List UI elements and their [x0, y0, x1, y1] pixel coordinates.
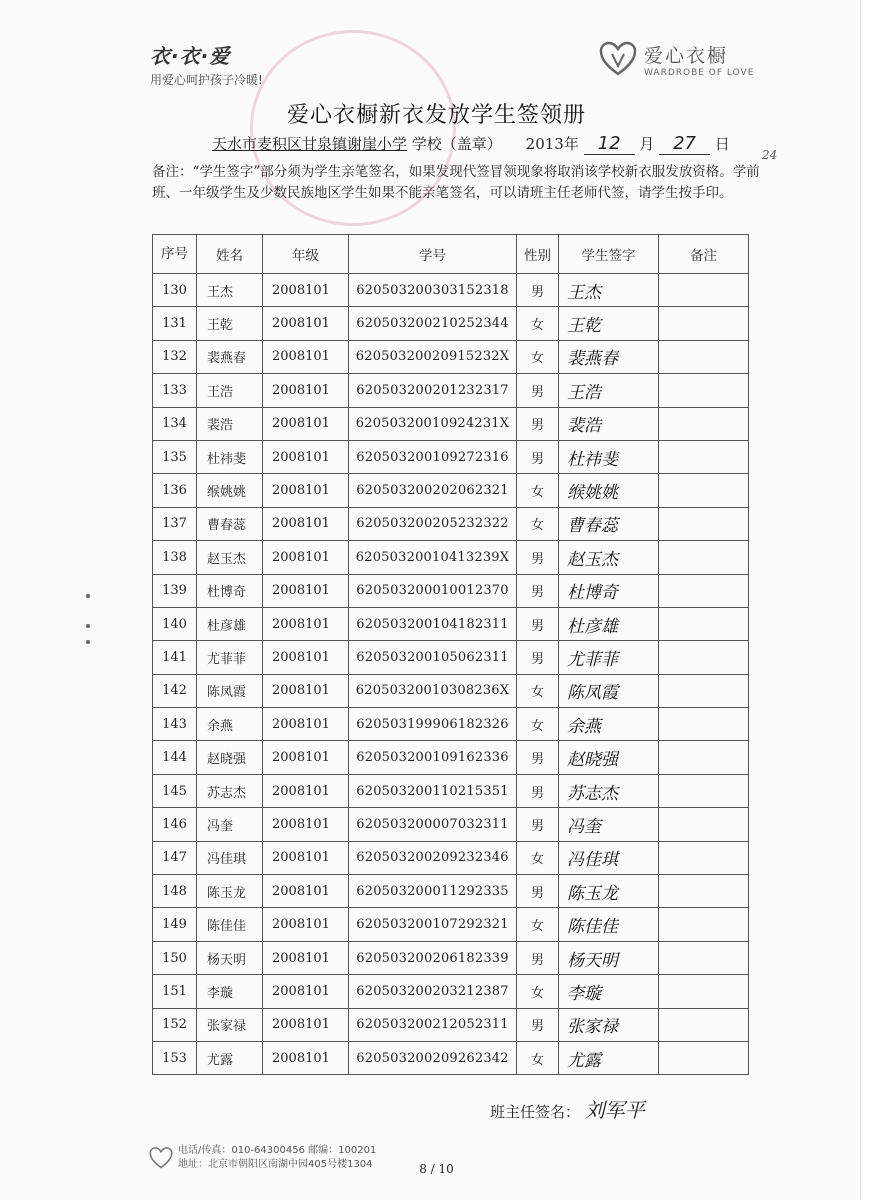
row-signature: 曹春蕊 [559, 507, 659, 540]
row-remarks [659, 374, 749, 407]
row-student-id: 620503200201232317 [349, 374, 517, 407]
row-seq: 134 [153, 407, 197, 440]
row-remarks [659, 841, 749, 874]
row-grade: 2008101 [263, 507, 349, 540]
row-name: 杜祎斐 [197, 440, 263, 473]
row-seq: 150 [153, 941, 197, 974]
row-signature: 杜祎斐 [559, 440, 659, 473]
row-grade: 2008101 [263, 440, 349, 473]
row-seq: 132 [153, 340, 197, 373]
row-name: 杜博奇 [197, 574, 263, 607]
table-row [153, 941, 749, 974]
row-seq: 153 [153, 1041, 197, 1074]
row-student-id: 620503200203212387 [349, 975, 517, 1008]
row-student-id: 620503200210252344 [349, 307, 517, 340]
row-student-id: 620503200202062321 [349, 474, 517, 507]
row-remarks [659, 1008, 749, 1041]
header-grade: 年级 [263, 235, 349, 274]
row-seq: 148 [153, 875, 197, 908]
row-grade: 2008101 [263, 908, 349, 941]
brand-right [598, 40, 754, 78]
header-name: 姓名 [197, 235, 263, 274]
row-remarks [659, 1041, 749, 1074]
table-row [153, 808, 749, 841]
day-value: 27 [659, 133, 710, 155]
remarks-paragraph: 备注：“学生签字”部分须为学生亲笔签名，如果发现代签冒领现象将取消该学校新衣服发放资格。学前班、一年级学生及少数民族地区学生如果不能亲笔签名，可以请班主任老师代签，请学生按手印。 [152, 164, 760, 201]
month-value: 12 [584, 133, 635, 155]
row-sex: 男 [517, 808, 559, 841]
row-sex: 男 [517, 274, 559, 307]
footer-phone: 电话/传真：010-64300456 邮编：100201 [178, 1145, 377, 1156]
row-student-id: 620503200206182339 [349, 941, 517, 974]
row-seq: 143 [153, 708, 197, 741]
brand-right-name: 爱心衣橱 [644, 44, 729, 67]
row-grade: 2008101 [263, 875, 349, 908]
row-remarks [659, 340, 749, 373]
row-seq: 151 [153, 975, 197, 1008]
row-grade: 2008101 [263, 374, 349, 407]
row-student-id: 620503199906182326 [349, 708, 517, 741]
table-row [153, 340, 749, 373]
row-sex: 男 [517, 741, 559, 774]
row-sex: 女 [517, 340, 559, 373]
row-grade: 2008101 [263, 641, 349, 674]
table-row [153, 1008, 749, 1041]
table-row [153, 307, 749, 340]
margin-handwritten-note: 24 [762, 148, 778, 162]
binding-hole-mark [86, 624, 90, 628]
teacher-signature-label: 班主任签名： [490, 1103, 581, 1121]
row-seq: 136 [153, 474, 197, 507]
row-signature: 裴浩 [559, 407, 659, 440]
wardrobe-heart-icon [598, 40, 638, 78]
row-signature: 裴燕春 [559, 340, 659, 373]
row-seq: 131 [153, 307, 197, 340]
table-row [153, 1041, 749, 1074]
row-grade: 2008101 [263, 307, 349, 340]
row-grade: 2008101 [263, 1041, 349, 1074]
header-seq: 序号 [153, 235, 197, 274]
row-grade: 2008101 [263, 407, 349, 440]
row-sex: 男 [517, 574, 559, 607]
table-row [153, 440, 749, 473]
row-name: 王乾 [197, 307, 263, 340]
row-signature: 赵晓强 [559, 741, 659, 774]
row-remarks [659, 607, 749, 640]
row-name: 张家禄 [197, 1008, 263, 1041]
row-student-id: 620503200110215351 [349, 774, 517, 807]
row-name: 王浩 [197, 374, 263, 407]
day-label: 日 [714, 135, 730, 153]
row-sex: 男 [517, 607, 559, 640]
row-sex: 男 [517, 941, 559, 974]
row-grade: 2008101 [263, 674, 349, 707]
row-name: 苏志杰 [197, 774, 263, 807]
row-remarks [659, 307, 749, 340]
row-name: 裴燕春 [197, 340, 263, 373]
row-signature: 苏志杰 [559, 774, 659, 807]
month-label: 月 [639, 135, 655, 153]
binding-hole-mark [86, 640, 90, 644]
row-seq: 144 [153, 741, 197, 774]
table-row [153, 674, 749, 707]
teacher-signature-line [490, 1094, 645, 1123]
row-grade: 2008101 [263, 274, 349, 307]
header-signature: 学生签字 [559, 235, 659, 274]
row-name: 尤菲菲 [197, 641, 263, 674]
row-remarks [659, 574, 749, 607]
row-grade: 2008101 [263, 1008, 349, 1041]
row-student-id: 62050320020915232X [349, 340, 517, 373]
row-signature: 张家禄 [559, 1008, 659, 1041]
table-row [153, 841, 749, 874]
row-grade: 2008101 [263, 607, 349, 640]
row-signature: 赵玉杰 [559, 541, 659, 574]
row-grade: 2008101 [263, 541, 349, 574]
brand-right-english: WARDROBE OF LOVE [644, 67, 755, 78]
row-name: 陈玉龙 [197, 875, 263, 908]
teacher-signature: 刘军平 [584, 1098, 645, 1122]
table-row [153, 908, 749, 941]
row-grade: 2008101 [263, 340, 349, 373]
row-sex: 男 [517, 1008, 559, 1041]
row-seq: 137 [153, 507, 197, 540]
table-row [153, 774, 749, 807]
row-remarks [659, 674, 749, 707]
row-seq: 130 [153, 274, 197, 307]
table-row [153, 574, 749, 607]
row-student-id: 62050320010413239X [349, 541, 517, 574]
brand-left [150, 40, 263, 88]
brand-left-logo: 衣·衣·爱 [150, 44, 231, 68]
row-sex: 女 [517, 908, 559, 941]
row-grade: 2008101 [263, 741, 349, 774]
page-title: 爱心衣橱新衣发放学生签领册 [286, 103, 586, 128]
header-sex: 性别 [517, 235, 559, 274]
row-remarks [659, 941, 749, 974]
row-seq: 140 [153, 607, 197, 640]
row-sex: 女 [517, 708, 559, 741]
table-header-row [153, 235, 749, 274]
row-remarks [659, 274, 749, 307]
table-row [153, 708, 749, 741]
row-student-id: 620503200303152318 [349, 274, 517, 307]
row-seq: 149 [153, 908, 197, 941]
sign-roster-table [152, 234, 749, 1075]
row-seq: 133 [153, 374, 197, 407]
row-name: 赵玉杰 [197, 541, 263, 574]
row-remarks [659, 774, 749, 807]
row-remarks [659, 808, 749, 841]
row-student-id: 62050320010308236X [349, 674, 517, 707]
table-body [153, 274, 749, 1075]
row-sex: 女 [517, 307, 559, 340]
row-student-id: 620503200011292335 [349, 875, 517, 908]
row-grade: 2008101 [263, 474, 349, 507]
row-student-id: 620503200007032311 [349, 808, 517, 841]
row-remarks [659, 541, 749, 574]
brand-left-slogan: 用爱心呵护孩子冷暖! [150, 73, 263, 87]
row-remarks [659, 507, 749, 540]
school-suffix: 学校（盖章） [411, 135, 502, 153]
table-row [153, 541, 749, 574]
row-remarks [659, 875, 749, 908]
row-signature: 王浩 [559, 374, 659, 407]
row-student-id: 62050320010924231X [349, 407, 517, 440]
row-sex: 男 [517, 440, 559, 473]
row-signature: 陈佳佳 [559, 908, 659, 941]
row-sex: 男 [517, 374, 559, 407]
footer-address: 地址：北京市朝阳区南湖中园405号楼1304 [178, 1159, 373, 1170]
row-student-id: 620503200209232346 [349, 841, 517, 874]
row-grade: 2008101 [263, 574, 349, 607]
row-sex: 女 [517, 674, 559, 707]
row-seq: 146 [153, 808, 197, 841]
row-student-id: 620503200109272316 [349, 440, 517, 473]
row-grade: 2008101 [263, 708, 349, 741]
row-signature: 缑姚姚 [559, 474, 659, 507]
row-sex: 女 [517, 841, 559, 874]
table-row [153, 741, 749, 774]
row-student-id: 620503200104182311 [349, 607, 517, 640]
row-sex: 男 [517, 875, 559, 908]
table-row [153, 474, 749, 507]
row-remarks [659, 407, 749, 440]
table-row [153, 374, 749, 407]
row-student-id: 620503200212052311 [349, 1008, 517, 1041]
row-sex: 男 [517, 774, 559, 807]
row-signature: 余燕 [559, 708, 659, 741]
row-name: 缑姚姚 [197, 474, 263, 507]
row-signature: 杨天明 [559, 941, 659, 974]
row-remarks [659, 440, 749, 473]
row-sex: 男 [517, 407, 559, 440]
row-remarks [659, 641, 749, 674]
row-sex: 女 [517, 507, 559, 540]
row-signature: 杜博奇 [559, 574, 659, 607]
row-remarks [659, 908, 749, 941]
row-seq: 138 [153, 541, 197, 574]
row-name: 赵晓强 [197, 741, 263, 774]
row-student-id: 620503200010012370 [349, 574, 517, 607]
row-seq: 139 [153, 574, 197, 607]
table-row [153, 507, 749, 540]
row-seq: 147 [153, 841, 197, 874]
row-name: 余燕 [197, 708, 263, 741]
row-name: 裴浩 [197, 407, 263, 440]
row-seq: 141 [153, 641, 197, 674]
row-signature: 王杰 [559, 274, 659, 307]
header-student-id: 学号 [349, 235, 517, 274]
row-sex: 女 [517, 1041, 559, 1074]
row-name: 杨天明 [197, 941, 263, 974]
row-grade: 2008101 [263, 941, 349, 974]
table-row [153, 641, 749, 674]
header-remarks: 备注 [659, 235, 749, 274]
row-grade: 2008101 [263, 774, 349, 807]
year-label: 2013年 [525, 135, 579, 153]
row-remarks [659, 975, 749, 1008]
row-name: 尤露 [197, 1041, 263, 1074]
row-name: 杜彦雄 [197, 607, 263, 640]
row-signature: 李璇 [559, 975, 659, 1008]
row-signature: 冯奎 [559, 808, 659, 841]
table-row [153, 274, 749, 307]
row-grade: 2008101 [263, 975, 349, 1008]
page-number: 8 / 10 [419, 1162, 454, 1176]
row-name: 陈佳佳 [197, 908, 263, 941]
row-seq: 142 [153, 674, 197, 707]
row-grade: 2008101 [263, 841, 349, 874]
row-remarks [659, 474, 749, 507]
row-student-id: 620503200107292321 [349, 908, 517, 941]
row-student-id: 620503200109162336 [349, 741, 517, 774]
row-remarks [659, 741, 749, 774]
row-name: 冯佳琪 [197, 841, 263, 874]
row-grade: 2008101 [263, 808, 349, 841]
row-name: 冯奎 [197, 808, 263, 841]
row-sex: 男 [517, 541, 559, 574]
row-signature: 杜彦雄 [559, 607, 659, 640]
row-name: 陈凤霞 [197, 674, 263, 707]
table-row [153, 607, 749, 640]
row-name: 李璇 [197, 975, 263, 1008]
row-name: 王杰 [197, 274, 263, 307]
school-date-line [212, 133, 730, 154]
school-name: 天水市麦积区甘泉镇谢崖小学 [212, 135, 408, 153]
row-signature: 陈凤霞 [559, 674, 659, 707]
row-sex: 女 [517, 474, 559, 507]
row-remarks [659, 708, 749, 741]
row-student-id: 620503200205232322 [349, 507, 517, 540]
row-name: 曹春蕊 [197, 507, 263, 540]
table-row [153, 875, 749, 908]
row-seq: 152 [153, 1008, 197, 1041]
row-sex: 女 [517, 975, 559, 1008]
row-student-id: 620503200209262342 [349, 1041, 517, 1074]
row-signature: 尤菲菲 [559, 641, 659, 674]
row-signature: 尤露 [559, 1041, 659, 1074]
row-signature: 冯佳琪 [559, 841, 659, 874]
row-signature: 王乾 [559, 307, 659, 340]
binding-hole-mark [86, 594, 90, 598]
table-row [153, 407, 749, 440]
table-row [153, 975, 749, 1008]
row-signature: 陈玉龙 [559, 875, 659, 908]
row-seq: 135 [153, 440, 197, 473]
row-seq: 145 [153, 774, 197, 807]
row-sex: 男 [517, 641, 559, 674]
row-student-id: 620503200105062311 [349, 641, 517, 674]
